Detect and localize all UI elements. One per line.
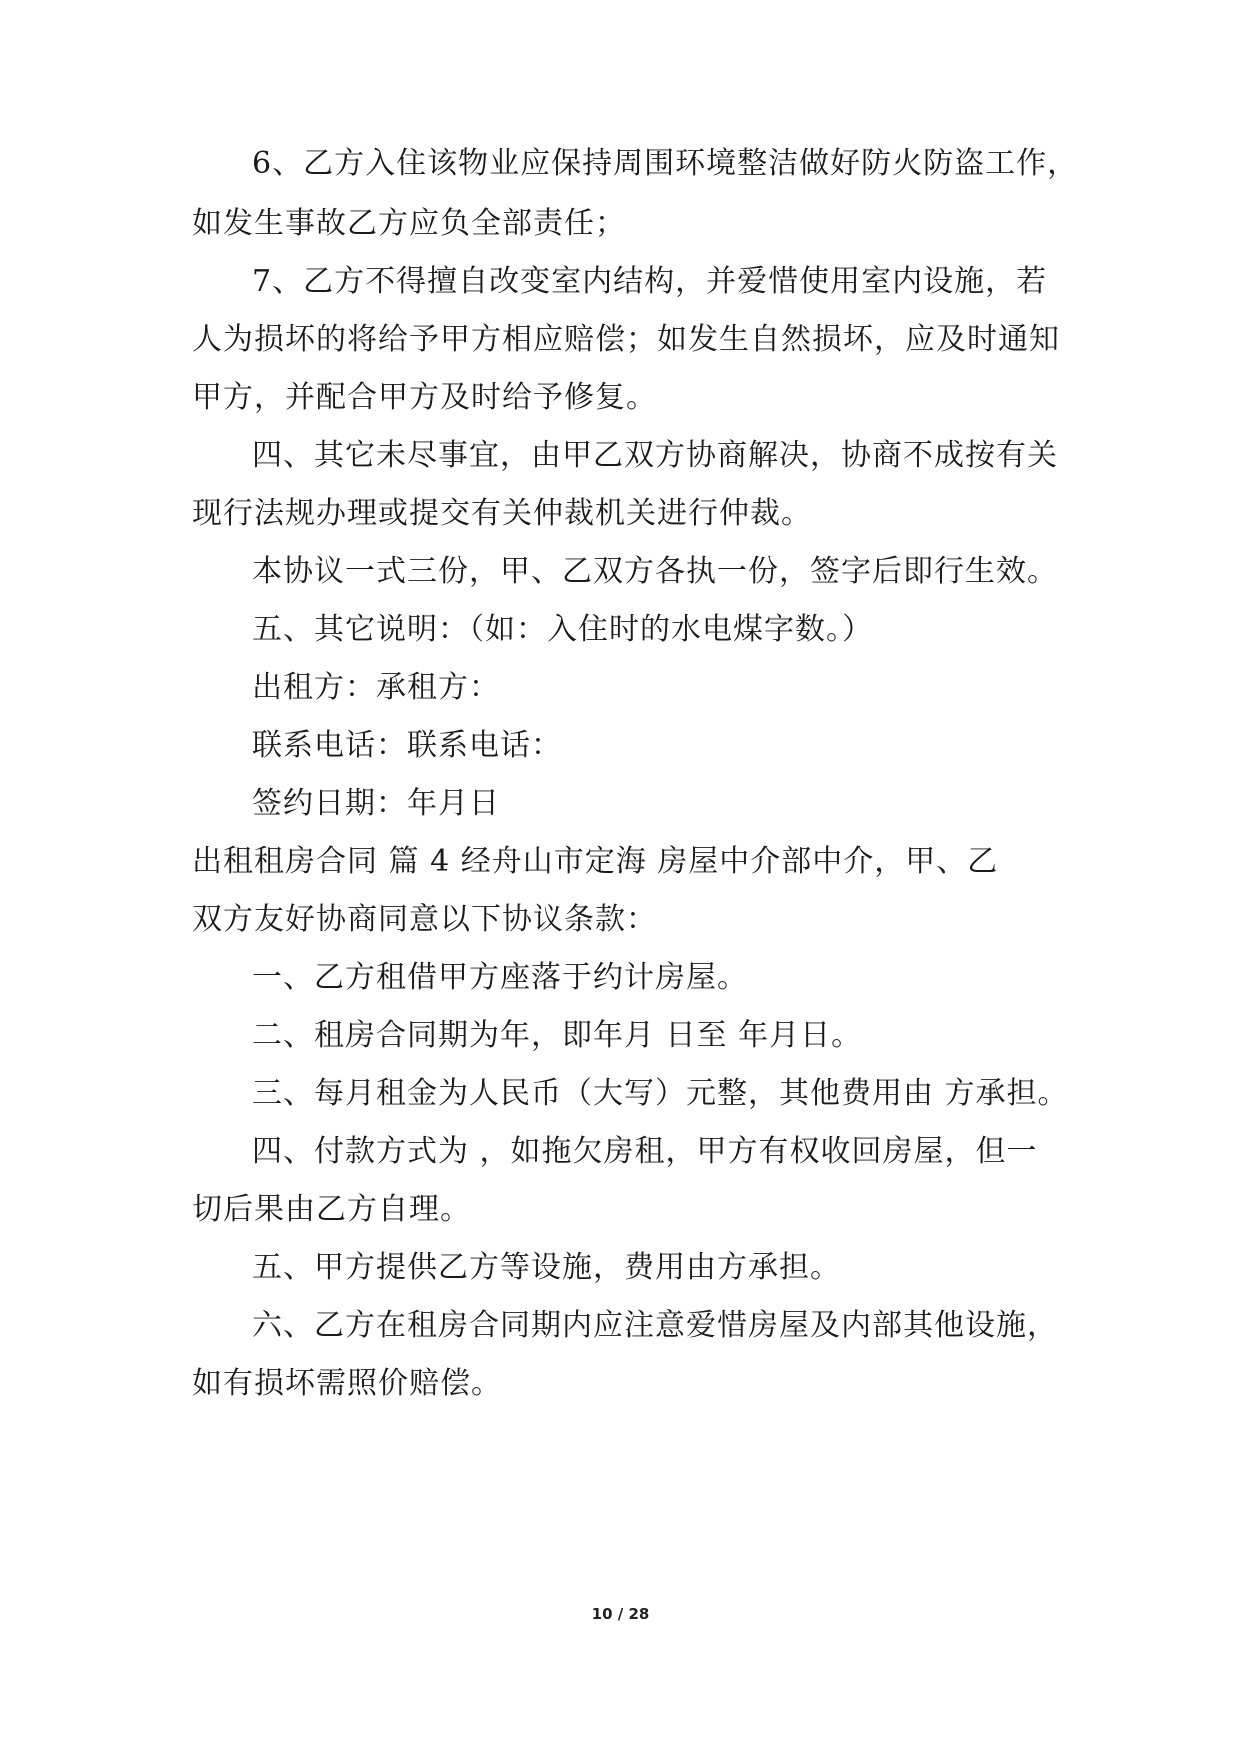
- section-heading-line: 出租租房合同 篇 4 经舟山市定海 房屋中介部中介，甲、乙: [192, 844, 999, 879]
- paragraph-line: 一、乙方租借甲方座落于约计房屋。: [252, 960, 748, 995]
- paragraph-line: 三、每月租金为人民币（大写）元整，其他费用由 方承担。: [252, 1076, 1069, 1111]
- paragraph-line: 六、乙方在租房合同期内应注意爱惜房屋及内部其他设施，: [252, 1308, 1058, 1343]
- paragraph-line: 如有损坏需照价赔偿。: [192, 1366, 502, 1401]
- paragraph-line: 7、乙方不得擅自改变室内结构，并爱惜使用室内设施，若: [252, 264, 1048, 299]
- paragraph-line: 双方友好协商同意以下协议条款：: [192, 902, 657, 937]
- paragraph-line: 二、租房合同期为年，即年月 日至 年月日。: [252, 1018, 863, 1053]
- paragraph-line: 四、付款方式为 ，如拖欠房租，甲方有权收回房屋，但一: [252, 1134, 1038, 1169]
- paragraph-line: 切后果由乙方自理。: [192, 1192, 471, 1227]
- paragraph-line: 四、其它未尽事宜，由甲乙双方协商解决，协商不成按有关: [252, 438, 1058, 473]
- page-number: 10 / 28: [591, 1605, 650, 1623]
- paragraph-line: 人为损坏的将给予甲方相应赔偿；如发生自然损坏，应及时通知: [192, 322, 1060, 357]
- paragraph-line: 本协议一式三份，甲、乙双方各执一份，签字后即行生效。: [252, 554, 1058, 589]
- paragraph-line: 现行法规办理或提交有关仲裁机关进行仲裁。: [192, 496, 812, 531]
- paragraph-line: 五、其它说明：（如：入住时的水电煤字数。）: [252, 612, 873, 647]
- contact-phone-line: 联系电话：联系电话：: [252, 728, 562, 763]
- paragraph-line: 6、乙方入住该物业应保持周围环境整洁做好防火防盗工作，: [252, 146, 1079, 181]
- signing-date-line: 签约日期：年月日: [252, 786, 500, 821]
- paragraph-line: 如发生事故乙方应负全部责任；: [192, 206, 626, 241]
- signature-party-line: 出租方：承租方：: [252, 670, 500, 705]
- paragraph-line: 甲方，并配合甲方及时给予修复。: [192, 380, 657, 415]
- paragraph-line: 五、甲方提供乙方等设施，费用由方承担。: [252, 1250, 841, 1285]
